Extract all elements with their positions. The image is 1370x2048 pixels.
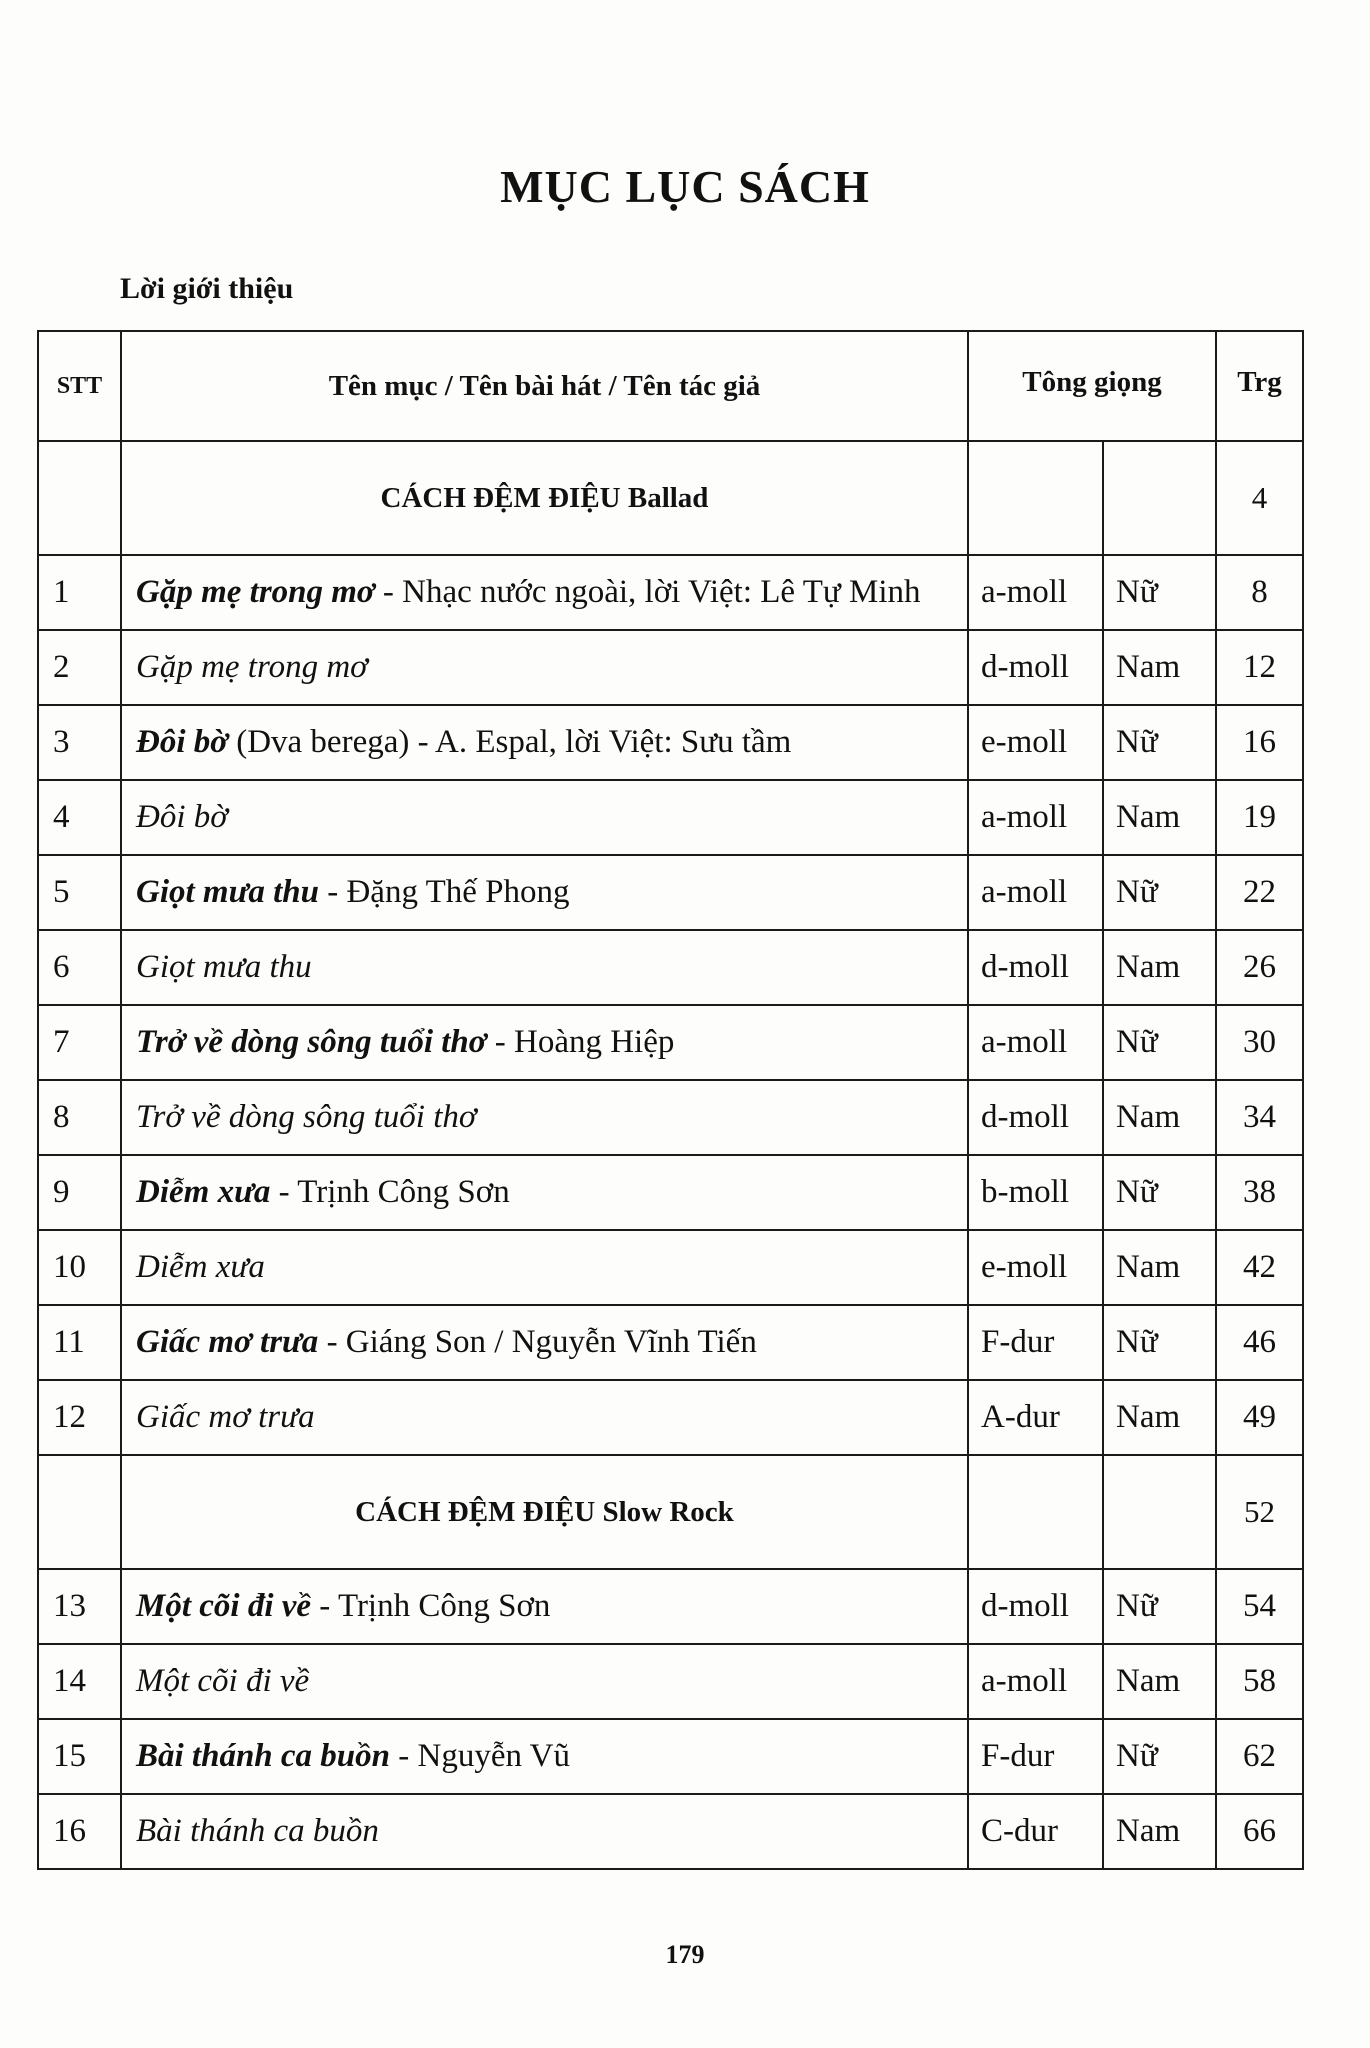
song-title: Bài thánh ca buồn bbox=[136, 1813, 379, 1849]
row-key: e-moll bbox=[968, 1230, 1103, 1305]
row-page: 8 bbox=[1216, 555, 1303, 630]
table-row[interactable] bbox=[38, 705, 1303, 780]
row-key: d-moll bbox=[968, 1569, 1103, 1644]
row-voice: Nữ bbox=[1103, 1719, 1216, 1794]
row-title[interactable] bbox=[121, 1080, 968, 1155]
table-row[interactable] bbox=[38, 1230, 1303, 1305]
row-page: 54 bbox=[1216, 1569, 1303, 1644]
song-title: Trở về dòng sông tuổi thơ bbox=[136, 1024, 487, 1060]
section-page: 4 bbox=[1216, 441, 1303, 555]
table-row[interactable] bbox=[38, 1305, 1303, 1380]
row-key: d-moll bbox=[968, 630, 1103, 705]
row-title[interactable] bbox=[121, 1230, 968, 1305]
header-stt: STT bbox=[38, 331, 121, 441]
row-stt: 8 bbox=[38, 1080, 121, 1155]
row-page: 49 bbox=[1216, 1380, 1303, 1455]
row-page: 22 bbox=[1216, 855, 1303, 930]
row-key: a-moll bbox=[968, 555, 1103, 630]
table-body bbox=[38, 441, 1303, 1869]
row-title[interactable] bbox=[121, 705, 968, 780]
row-stt: 4 bbox=[38, 780, 121, 855]
row-stt: 5 bbox=[38, 855, 121, 930]
row-voice: Nữ bbox=[1103, 855, 1216, 930]
row-title[interactable] bbox=[121, 855, 968, 930]
song-author: - Trịnh Công Sơn bbox=[270, 1174, 510, 1210]
row-key: C-dur bbox=[968, 1794, 1103, 1869]
table-row[interactable] bbox=[38, 1080, 1303, 1155]
row-page: 30 bbox=[1216, 1005, 1303, 1080]
section-stt bbox=[38, 1455, 121, 1569]
page-title: MỤC LỤC SÁCH bbox=[500, 161, 870, 212]
header-title: Tên mục / Tên bài hát / Tên tác giả bbox=[121, 331, 968, 441]
table-row[interactable] bbox=[38, 1380, 1303, 1455]
row-voice: Nam bbox=[1103, 930, 1216, 1005]
header-key: Tông giọng bbox=[968, 331, 1216, 441]
section-stt bbox=[38, 441, 121, 555]
row-voice: Nữ bbox=[1103, 705, 1216, 780]
row-page: 62 bbox=[1216, 1719, 1303, 1794]
row-stt: 1 bbox=[38, 555, 121, 630]
song-title: Diễm xưa bbox=[136, 1174, 271, 1210]
row-stt: 10 bbox=[38, 1230, 121, 1305]
row-voice: Nữ bbox=[1103, 1305, 1216, 1380]
intro-heading: Lời giới thiệu bbox=[120, 272, 294, 305]
song-title: Gặp mẹ trong mơ bbox=[136, 574, 375, 610]
row-page: 19 bbox=[1216, 780, 1303, 855]
section-row bbox=[38, 1455, 1303, 1569]
section-voice bbox=[1103, 1455, 1216, 1569]
table-row[interactable] bbox=[38, 855, 1303, 930]
row-voice: Nữ bbox=[1103, 1155, 1216, 1230]
row-page: 34 bbox=[1216, 1080, 1303, 1155]
row-title[interactable] bbox=[121, 1569, 968, 1644]
table-row[interactable] bbox=[38, 1719, 1303, 1794]
song-title: Giấc mơ trưa bbox=[136, 1399, 315, 1435]
row-title[interactable] bbox=[121, 1644, 968, 1719]
row-title[interactable] bbox=[121, 1155, 968, 1230]
table-row[interactable] bbox=[38, 1005, 1303, 1080]
row-voice: Nam bbox=[1103, 1794, 1216, 1869]
row-key: a-moll bbox=[968, 855, 1103, 930]
song-title: Trở về dòng sông tuổi thơ bbox=[136, 1099, 477, 1135]
row-key: d-moll bbox=[968, 930, 1103, 1005]
row-stt: 13 bbox=[38, 1569, 121, 1644]
row-voice: Nữ bbox=[1103, 1569, 1216, 1644]
section-key bbox=[968, 1455, 1103, 1569]
row-page: 58 bbox=[1216, 1644, 1303, 1719]
row-stt: 16 bbox=[38, 1794, 121, 1869]
row-key: a-moll bbox=[968, 1644, 1103, 1719]
row-voice: Nam bbox=[1103, 1380, 1216, 1455]
row-key: F-dur bbox=[968, 1719, 1103, 1794]
row-voice: Nữ bbox=[1103, 1005, 1216, 1080]
section-voice bbox=[1103, 441, 1216, 555]
row-stt: 11 bbox=[38, 1305, 121, 1380]
song-title: Giọt mưa thu bbox=[136, 874, 319, 910]
song-author: - Đặng Thế Phong bbox=[318, 874, 570, 910]
row-stt: 6 bbox=[38, 930, 121, 1005]
row-voice: Nam bbox=[1103, 630, 1216, 705]
row-key: a-moll bbox=[968, 1005, 1103, 1080]
row-page: 16 bbox=[1216, 705, 1303, 780]
table-of-contents bbox=[37, 330, 1304, 1870]
row-page: 46 bbox=[1216, 1305, 1303, 1380]
table-row[interactable] bbox=[38, 630, 1303, 705]
row-key: F-dur bbox=[968, 1305, 1103, 1380]
section-key bbox=[968, 441, 1103, 555]
row-key: A-dur bbox=[968, 1380, 1103, 1455]
row-voice: Nữ bbox=[1103, 555, 1216, 630]
song-title: Diễm xưa bbox=[136, 1249, 265, 1285]
row-title[interactable] bbox=[121, 1719, 968, 1794]
row-page: 12 bbox=[1216, 630, 1303, 705]
row-stt: 9 bbox=[38, 1155, 121, 1230]
header-page: Trg bbox=[1216, 331, 1303, 441]
table-header-row bbox=[38, 331, 1303, 441]
table-row[interactable] bbox=[38, 1794, 1303, 1869]
song-title: Bài thánh ca buồn bbox=[136, 1738, 391, 1774]
row-page: 42 bbox=[1216, 1230, 1303, 1305]
row-key: a-moll bbox=[968, 780, 1103, 855]
row-stt: 15 bbox=[38, 1719, 121, 1794]
row-page: 26 bbox=[1216, 930, 1303, 1005]
row-voice: Nam bbox=[1103, 1080, 1216, 1155]
song-title: Một cõi đi về bbox=[136, 1663, 310, 1699]
section-heading[interactable]: CÁCH ĐỆM ĐIỆU Ballad bbox=[121, 441, 968, 555]
row-page: 38 bbox=[1216, 1155, 1303, 1230]
song-title: Một cõi đi về bbox=[136, 1588, 312, 1624]
row-stt: 3 bbox=[38, 705, 121, 780]
row-title[interactable] bbox=[121, 555, 968, 630]
row-voice: Nam bbox=[1103, 1230, 1216, 1305]
song-title: Giấc mơ trưa bbox=[136, 1324, 319, 1360]
table-row[interactable] bbox=[38, 1569, 1303, 1644]
song-author: - Nhạc nước ngoài, lời Việt: Lê Tự Minh bbox=[374, 574, 921, 610]
song-title: Đôi bờ bbox=[136, 724, 228, 760]
song-author: - Nguyễn Vũ bbox=[390, 1738, 570, 1774]
song-title: Giọt mưa thu bbox=[136, 949, 312, 985]
page-number: 179 bbox=[665, 1940, 705, 1969]
row-voice: Nam bbox=[1103, 1644, 1216, 1719]
section-row bbox=[38, 441, 1303, 555]
row-stt: 7 bbox=[38, 1005, 121, 1080]
song-title: Gặp mẹ trong mơ bbox=[136, 649, 368, 685]
table-row[interactable] bbox=[38, 930, 1303, 1005]
table-row[interactable] bbox=[38, 555, 1303, 630]
row-title[interactable] bbox=[121, 1794, 968, 1869]
row-key: d-moll bbox=[968, 1080, 1103, 1155]
row-title[interactable] bbox=[121, 1305, 968, 1380]
table-row[interactable] bbox=[38, 780, 1303, 855]
row-title[interactable] bbox=[121, 630, 968, 705]
row-voice: Nam bbox=[1103, 780, 1216, 855]
row-title[interactable] bbox=[121, 1005, 968, 1080]
song-author: - Hoàng Hiệp bbox=[486, 1024, 675, 1060]
song-author: (Dva berega) - A. Espal, lời Việt: Sưu tầm bbox=[227, 724, 792, 760]
song-author: - Trịnh Công Sơn bbox=[311, 1588, 551, 1624]
row-stt: 2 bbox=[38, 630, 121, 705]
song-title: Đôi bờ bbox=[136, 799, 228, 835]
row-page: 66 bbox=[1216, 1794, 1303, 1869]
row-stt: 12 bbox=[38, 1380, 121, 1455]
section-heading[interactable]: CÁCH ĐỆM ĐIỆU Slow Rock bbox=[121, 1455, 968, 1569]
row-title[interactable] bbox=[121, 780, 968, 855]
row-stt: 14 bbox=[38, 1644, 121, 1719]
table-row[interactable] bbox=[38, 1644, 1303, 1719]
section-page: 52 bbox=[1216, 1455, 1303, 1569]
row-title[interactable] bbox=[121, 1380, 968, 1455]
table-row[interactable] bbox=[38, 1155, 1303, 1230]
row-key: b-moll bbox=[968, 1155, 1103, 1230]
row-key: e-moll bbox=[968, 705, 1103, 780]
song-author: - Giáng Son / Nguyễn Vĩnh Tiến bbox=[318, 1324, 757, 1360]
row-title[interactable] bbox=[121, 930, 968, 1005]
